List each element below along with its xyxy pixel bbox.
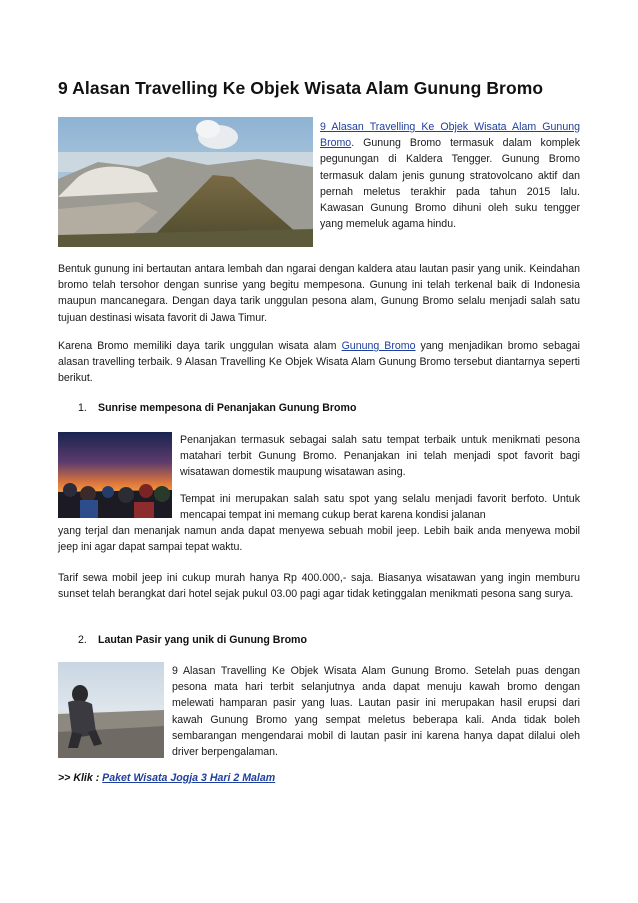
paket-wisata-link[interactable]: Paket Wisata Jogja 3 Hari 2 Malam	[102, 772, 276, 784]
paragraph-2	[58, 338, 580, 387]
paragraph-2-before: Karena Bromo memiliki daya tarik unggulan wisata alam	[58, 340, 342, 352]
page-title: 9 Alasan Travelling Ke Objek Wisata Alam Gunung Bromo	[58, 78, 544, 98]
section-2-paragraph-1: 9 Alasan Travelling Ke Objek Wisata Alam Gunung Bromo. Setelah puas dengan pesona mata hari terbit selanjutnya anda dapat menuju kawah bromo dengan melewati hamparan pasir yang luas. Lautan pasir ini merupakan hasil erupsi dari kawah Gunung Bromo yang sempat meletus beberapa kali. Anda tidak boleh sembarangan mengendarai mobil di lautan pasir ini karena hanya dapat dilalui oleh driver berpengalaman.	[172, 665, 580, 759]
section-2-number: 2.	[78, 634, 87, 646]
sunrise-crowd-photo	[58, 432, 172, 518]
intro-paragraph	[320, 119, 580, 232]
paragraph-2-after: yang menjadikan bromo sebagai alasan travelling terbaik. 9 Alasan Travelling Ke Objek Wisata Alam Gunung Bromo tersebut diantarnya seperti berikut.	[58, 340, 580, 385]
section-1-paragraph-1: Penanjakan termasuk sebagai salah satu tempat terbaik untuk menikmati pesona matahari terbit Gunung Bromo. Penanjakan ini telah menjadi spot favorit bagi wisatawan domestik maupung wisatawan asing.	[180, 434, 580, 479]
intro-text: . Gunung Bromo termasuk dalam komplek pegunungan di Kaldera Tengger. Gunung Bromo termasuk dalam jenis gunung stratovolcano aktif dan pernah meletus terakhir pada tahun 2015 lalu. Kawasan Gunung Bromo dihuni oleh suku tengger yang memeluk agama hindu.	[320, 137, 580, 231]
section-2-heading	[78, 634, 307, 646]
sand-sea-photo	[58, 662, 164, 758]
section-1-heading-text: Sunrise mempesona di Penanjakan Gunung Bromo	[98, 402, 357, 414]
intro-article-link[interactable]: 9 Alasan Travelling Ke Objek Wisata Alam Gunung Bromo	[320, 121, 580, 150]
promo-prefix: >> Klik :	[58, 772, 103, 784]
section-1-paragraph-2a: Tempat ini merupakan salah satu spot yang selalu menjadi favorit berfoto. Untuk mencapai tempat ini memang cukup berat karena kondisi jalanan	[180, 493, 580, 522]
section-1-heading	[78, 402, 356, 414]
section-1-number: 1.	[78, 402, 87, 414]
section-1-paragraph-3: Tarif sewa mobil jeep ini cukup murah hanya Rp 400.000,- saja. Biasanya wisatawan yang ingin memburu sunset telah berangkat dari hotel sejak pukul 03.00 pagi agar tidak ketinggalan menikmati pesona sang surya.	[58, 572, 580, 601]
bromo-volcano-photo	[58, 117, 313, 247]
section-1-paragraph-2b: yang terjal dan menanjak namun anda dapat menyewa sebuah mobil jeep. Lebih baik anda menyewa mobil jeep ini agar dapat sampai tepat waktu.	[58, 525, 580, 554]
section-2-heading-text: Lautan Pasir yang unik di Gunung Bromo	[98, 634, 307, 646]
paragraph-1: Bentuk gunung ini bertautan antara lembah dan ngarai dengan kaldera atau lautan pasir yang unik. Keindahan bromo telah tersohor dengan sunrise yang begitu mempesona. Gunung ini telah terkenal baik di Indonesia maupun mancanegara. Dengan daya tarik unggulan pesona alam, Gunung Bromo selalu menjadi salah satu tujuan destinasi wisata favorit di Jawa Timur.	[58, 263, 580, 324]
gunung-bromo-link[interactable]: Gunung Bromo	[341, 340, 416, 352]
promo-link-line	[58, 772, 275, 784]
